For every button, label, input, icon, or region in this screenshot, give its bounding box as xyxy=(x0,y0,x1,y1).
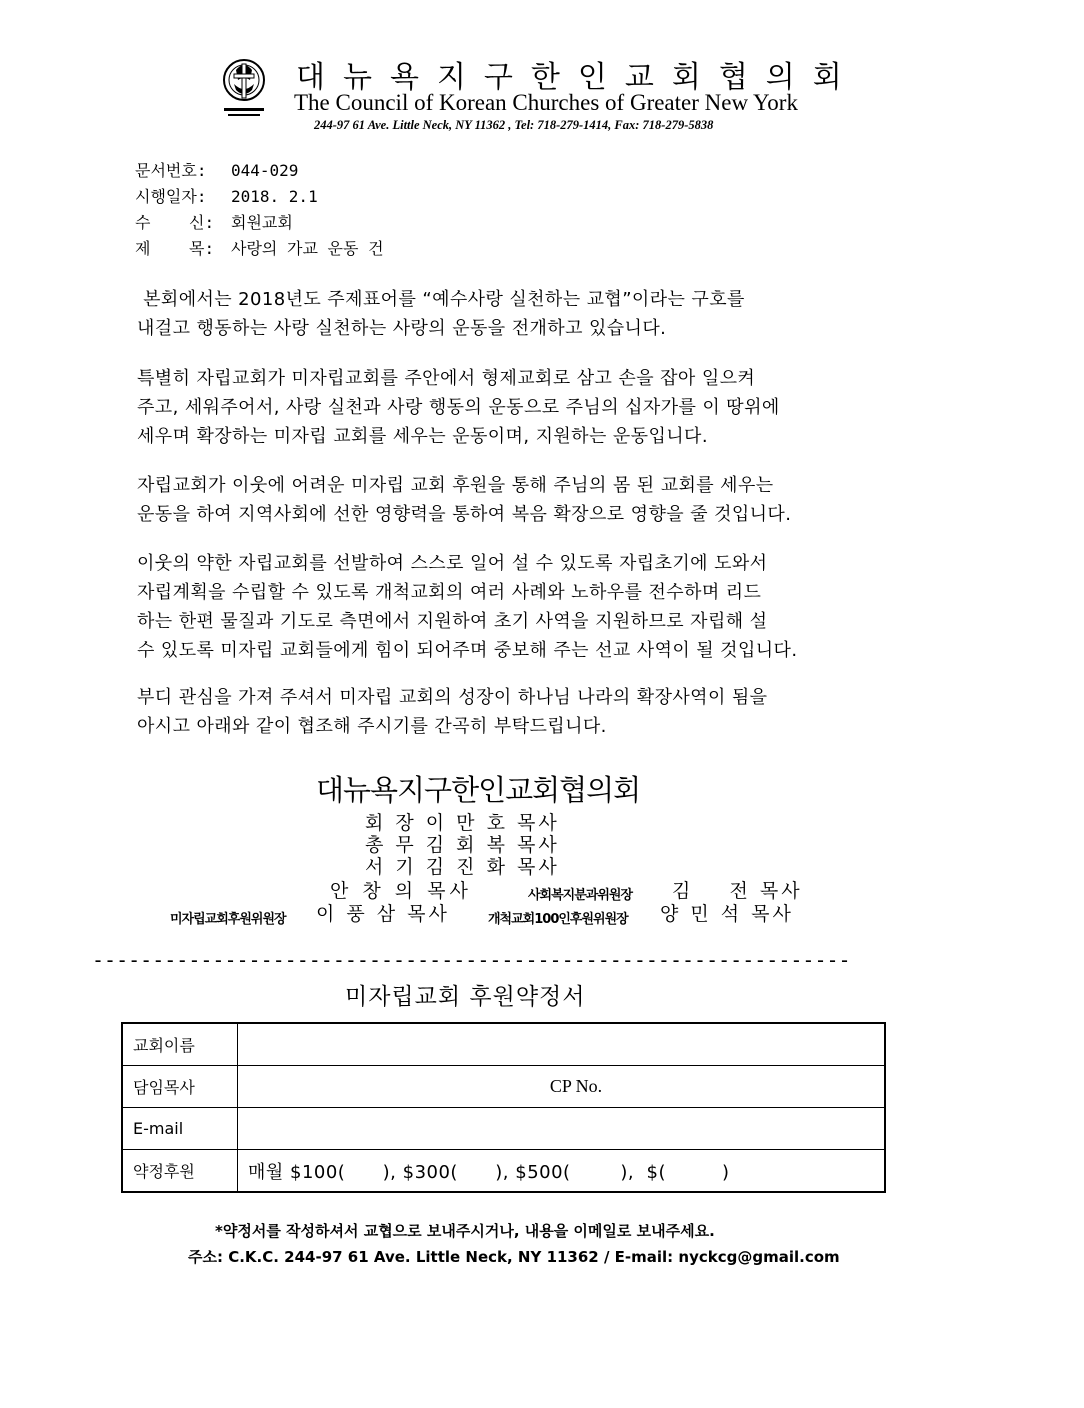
doc-subject-label: 제 목: xyxy=(135,239,215,258)
pastor-cp-field[interactable]: CP No. xyxy=(238,1066,886,1108)
paragraph-line: 운동을 하여 지역사회에 선한 영향력을 통하여 복음 확장으로 영향을 줄 것입니다. xyxy=(137,504,792,525)
paragraph-5 xyxy=(137,683,767,741)
church-name-field[interactable] xyxy=(238,1023,886,1066)
paragraph-1 xyxy=(137,285,745,343)
signature-title-pioneer: 개척교회100인후원위원장 xyxy=(488,912,628,927)
pledge-form-table xyxy=(121,1022,886,1193)
doc-date-row xyxy=(135,184,318,207)
table-row xyxy=(122,1066,885,1108)
paragraph-line: 본회에서는 2018년도 주제표어를 “예수사랑 실천하는 교협”이라는 구호를 xyxy=(137,289,745,310)
table-row xyxy=(122,1108,885,1150)
doc-recipient-row xyxy=(135,210,293,233)
pastor-label: 담임목사 xyxy=(122,1066,238,1108)
table-row xyxy=(122,1023,885,1066)
signature-member-ahn: 안 창 의 목사 xyxy=(330,880,472,902)
paragraph-line: 이웃의 약한 자립교회를 선발하여 스스로 일어 설 수 있도록 자립초기에 도와서 xyxy=(137,553,768,574)
council-title-english: The Council of Korean Churches of Greater New York xyxy=(294,90,798,115)
council-title-korean: 대뉴욕지구한인교회협의회 xyxy=(296,60,860,95)
signature-member-lee: 이 풍 삼 목사 xyxy=(316,903,450,925)
signature-organization: 대뉴욕지구한인교회협의회 xyxy=(316,773,641,807)
paragraph-line: 내걸고 행동하는 사랑 실천하는 사랑의 운동을 전개하고 있습니다. xyxy=(137,318,667,339)
email-field[interactable] xyxy=(238,1108,886,1150)
doc-date-label: 시행일자: xyxy=(135,187,207,206)
doc-recipient-label: 수 신: xyxy=(135,213,215,232)
doc-number-row xyxy=(135,158,298,181)
signature-title-welfare: 사회복지분과위원장 xyxy=(528,888,633,903)
pledge-form-title: 미자립교회 후원약정서 xyxy=(345,984,586,1010)
signature-president: 회 장 이 만 호 목사 xyxy=(365,812,560,834)
doc-number-value: 044-029 xyxy=(231,161,299,180)
paragraph-line: 아시고 아래와 같이 협조해 주시기를 간곡히 부탁드립니다. xyxy=(137,716,607,737)
doc-subject-value: 사랑의 가교 운동 건 xyxy=(231,239,384,258)
table-row xyxy=(122,1150,885,1193)
cut-line-divider: --------------------------------------------------------------- xyxy=(92,948,851,972)
signature-secretary: 서 기 김 진 화 목사 xyxy=(365,856,560,878)
paragraph-line: 수 있도록 미자립 교회들에게 힘이 되어주며 중보해 주는 선교 사역이 될 것입니다. xyxy=(137,640,798,661)
doc-recipient-value: 회원교회 xyxy=(231,213,293,232)
paragraph-4 xyxy=(137,549,797,665)
council-address: 244-97 61 Ave. Little Neck, NY 11362 , Tel: 718-279-1414, Fax: 718-279-5838 xyxy=(314,118,714,132)
council-logo xyxy=(220,50,268,122)
doc-subject-row xyxy=(135,236,384,259)
email-label: E-mail xyxy=(122,1108,238,1150)
paragraph-2 xyxy=(137,364,780,451)
paragraph-line: 세우며 확장하는 미자립 교회를 세우는 운동이며, 지원하는 운동입니다. xyxy=(137,426,708,447)
doc-number-label: 문서번호: xyxy=(135,161,207,180)
paragraph-line: 자립교회가 이웃에 어려운 미자립 교회 후원을 통해 주님의 몸 된 교회를 세우는 xyxy=(137,475,774,496)
signature-member-kim: 김 전 목사 xyxy=(672,880,803,902)
paragraph-line: 부디 관심을 가져 주셔서 미자립 교회의 성장이 하나님 나라의 확장사역이 됨을 xyxy=(137,687,768,708)
paragraph-line: 자립계획을 수립할 수 있도록 개척교회의 여러 사례와 노하우를 전수하며 리드 xyxy=(137,582,762,603)
footer-note: *약정서를 작성하셔서 교협으로 보내주시거나, 내용을 이메일로 보내주세요. xyxy=(215,1222,715,1240)
footer-address: 주소: C.K.C. 244-97 61 Ave. Little Neck, NY 11362 / E-mail: nyckcg@gmail.com xyxy=(188,1248,840,1266)
signature-member-yang: 양 민 석 목사 xyxy=(660,903,794,925)
paragraph-3 xyxy=(137,471,791,529)
doc-date-value: 2018. 2.1 xyxy=(231,187,318,206)
paragraph-line: 주고, 세워주어서, 사랑 실천과 사랑 행동의 운동으로 주님의 십자가를 이 땅위에 xyxy=(137,397,780,418)
church-name-label: 교회이름 xyxy=(122,1023,238,1066)
pledge-amount-field[interactable]: 매월 $100( ), $300( ), $500( ), $( ) xyxy=(238,1150,886,1193)
signature-title-support: 미자립교회후원위원장 xyxy=(170,912,286,927)
paragraph-line: 특별히 자립교회가 미자립교회를 주안에서 형제교회로 삼고 손을 잡아 일으켜 xyxy=(137,368,756,389)
signature-general-affairs: 총 무 김 회 복 목사 xyxy=(365,834,560,856)
paragraph-line: 하는 한편 물질과 기도로 측면에서 지원하여 초기 사역을 지원하므로 자립해 설 xyxy=(137,611,768,632)
pledge-label: 약정후원 xyxy=(122,1150,238,1193)
